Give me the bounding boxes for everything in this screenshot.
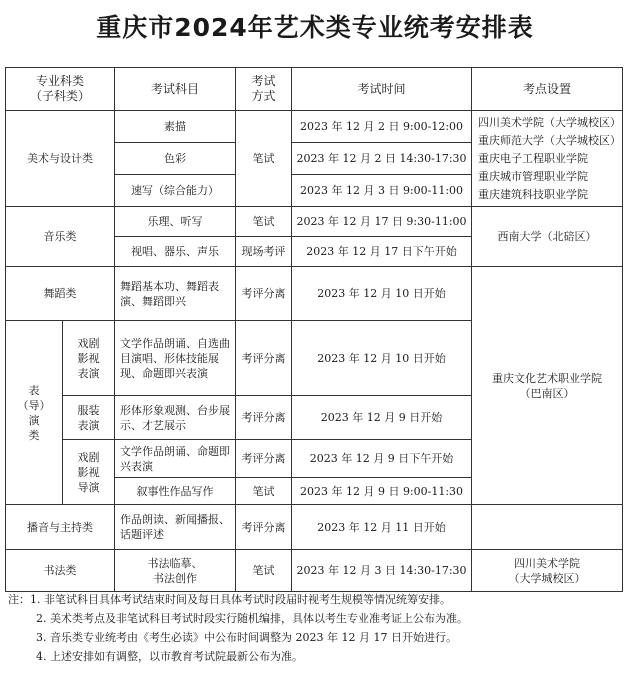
site-art: 四川美术学院（大学城校区） 重庆师范大学（大学城校区） 重庆电子工程职业学院 重庆城市管理职业学院 重庆建筑科技职业学院 (472, 111, 623, 207)
time-cell: 2023 年 12 月 9 日下午开始 (292, 440, 472, 478)
category-perform: 表 （导） 演 类 (6, 321, 63, 505)
method-cell: 笔试 (236, 478, 292, 505)
method-cell: 现场考评 (236, 237, 292, 267)
subject-cell: 叙事性作品写作 (115, 478, 236, 505)
site-perform: 重庆文化艺术职业学院 （巴南区） (472, 267, 623, 505)
note-line: 2. 美术类考点及非笔试科目考试时段实行随机编排，具体以考生专业准考证上公布为准。 (36, 612, 468, 625)
note-line: 3. 音乐类专业统考由《考生必读》中公布时间调整为 2023 年 12 月 17 日开始进行。 (36, 631, 457, 644)
category-art: 美术与设计类 (6, 111, 115, 207)
subject-cell: 书法临摹、 书法创作 (115, 550, 236, 592)
subcategory-costume: 服装 表演 (63, 396, 115, 440)
table-row (6, 267, 623, 321)
time-cell: 2023 年 12 月 9 日 9:00-11:30 (292, 478, 472, 505)
header-subject: 考试科目 (115, 68, 236, 111)
time-cell: 2023 年 12 月 9 日开始 (292, 396, 472, 440)
subcategory-drama: 戏剧 影视 表演 (63, 321, 115, 396)
site-music: 西南大学（北碚区） (472, 207, 623, 267)
note-line: 注：1. 非笔试科目具体考试结束时间及每日具体考试时段届时视考生规模等情况统筹安排。 (8, 593, 451, 606)
subject-cell: 形体形象观测、台步展示、才艺展示 (115, 396, 236, 440)
time-cell: 2023 年 12 月 2 日 14:30-17:30 (292, 143, 472, 175)
table-row (6, 550, 623, 592)
subject-cell: 视唱、器乐、声乐 (115, 237, 236, 267)
method-cell: 笔试 (236, 550, 292, 592)
subject-cell: 舞蹈基本功、舞蹈表演、舞蹈即兴 (115, 267, 236, 321)
header-time: 考试时间 (292, 68, 472, 111)
subject-cell: 速写（综合能力） (115, 175, 236, 207)
method-cell: 考评分离 (236, 267, 292, 321)
method-cell: 笔试 (236, 207, 292, 237)
notes (8, 590, 624, 666)
subject-cell: 色彩 (115, 143, 236, 175)
subject-cell: 作品朗读、新闻播报、话题评述 (115, 505, 236, 550)
header-method: 考试 方式 (236, 68, 292, 111)
header-category: 专业科类 （子科类） (6, 68, 115, 111)
time-cell: 2023 年 12 月 11 日开始 (292, 505, 472, 550)
subcategory-director: 戏剧 影视 导演 (63, 440, 115, 505)
subject-cell: 乐理、听写 (115, 207, 236, 237)
time-cell: 2023 年 12 月 2 日 9:00-12:00 (292, 111, 472, 143)
time-cell: 2023 年 12 月 3 日 9:00-11:00 (292, 175, 472, 207)
time-cell: 2023 年 12 月 17 日 9:30-11:00 (292, 207, 472, 237)
site-perform-extension (472, 505, 623, 550)
method-cell: 考评分离 (236, 440, 292, 478)
category-broadcast: 播音与主持类 (6, 505, 115, 550)
site-calligraphy: 四川美术学院 （大学城校区） (472, 550, 623, 592)
note-line: 4. 上述安排如有调整，以市教育考试院最新公布为准。 (36, 650, 303, 663)
table-row (6, 505, 623, 550)
method-cell: 考评分离 (236, 505, 292, 550)
category-dance: 舞蹈类 (6, 267, 115, 321)
method-cell: 考评分离 (236, 396, 292, 440)
header-site: 考点设置 (472, 68, 623, 111)
table-row (6, 207, 623, 237)
method-cell: 笔试 (236, 111, 292, 207)
time-cell: 2023 年 12 月 10 日开始 (292, 321, 472, 396)
subject-cell: 文学作品朗诵、命题即兴表演 (115, 440, 236, 478)
schedule-table (5, 67, 623, 592)
subject-cell: 文学作品朗诵、自选曲目演唱、形体技能展现、命题即兴表演 (115, 321, 236, 396)
subject-cell: 素描 (115, 111, 236, 143)
table-row (6, 111, 623, 143)
table-header-row (6, 68, 623, 111)
time-cell: 2023 年 12 月 10 日开始 (292, 267, 472, 321)
time-cell: 2023 年 12 月 3 日 14:30-17:30 (292, 550, 472, 592)
category-music: 音乐类 (6, 207, 115, 267)
time-cell: 2023 年 12 月 17 日下午开始 (292, 237, 472, 267)
category-calligraphy: 书法类 (6, 550, 115, 592)
method-cell: 考评分离 (236, 321, 292, 396)
page-title: 重庆市2024年艺术类专业统考安排表 (96, 13, 534, 42)
